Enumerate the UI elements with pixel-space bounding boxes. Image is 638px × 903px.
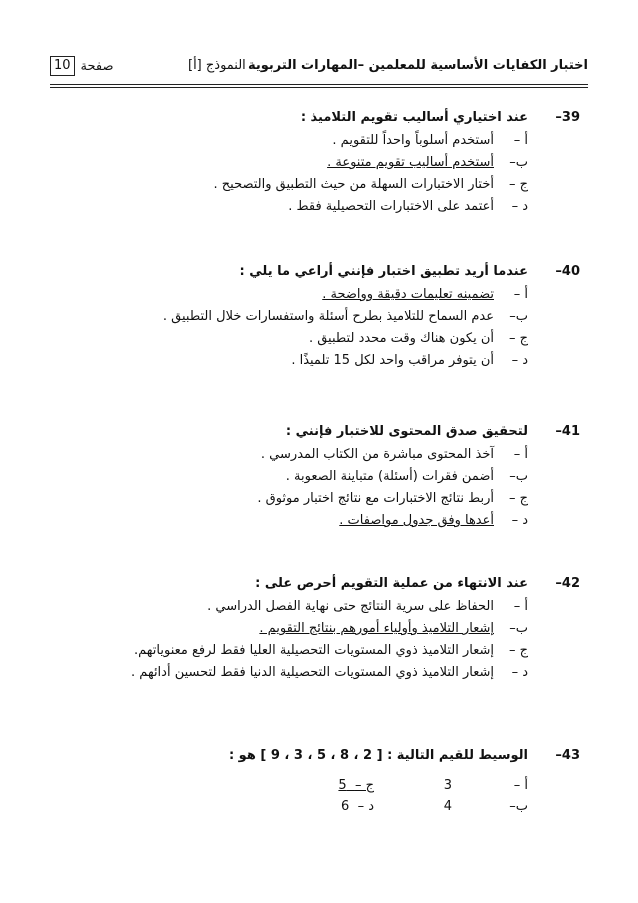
option-d[interactable]: د – إشعار التلاميذ ذوي المستويات التحصيلية الدنيا فقط لتحسين أدائهم . xyxy=(131,665,528,680)
option-a[interactable]: أ – الحفاظ على سرية النتائج حتى نهاية الفصل الدراسي . xyxy=(207,599,528,614)
question-text: لتحقيق صدق المحتوى للاختبار فإنني : xyxy=(285,424,528,439)
option-d[interactable]: د – أن يتوفر مراقب واحد لكل 15 تلميذًا . xyxy=(291,353,528,368)
header-rule-2 xyxy=(50,87,588,88)
page-header xyxy=(50,56,588,80)
question-text: عند اختياري أساليب تقويم التلاميذ : xyxy=(300,110,528,125)
question-text: الوسيط للقيم التالية : [ 2 ، 8 ، 5 ، 3 ، 9 ] هو : xyxy=(228,748,528,763)
question-number: 43– xyxy=(555,748,580,763)
question-text: عند الانتهاء من عملية التقويم أحرص على : xyxy=(255,576,528,591)
option-d[interactable]: د – أعتمد على الاختبارات التحصيلية فقط . xyxy=(288,199,528,214)
option-b[interactable]: ب– إشعار التلاميذ وأولياء أمورهم بنتائج التقويم . xyxy=(259,621,528,636)
question-41 xyxy=(257,424,580,533)
option-b[interactable]: ب– عدم السماح للتلاميذ بطرح أسئلة واستفسارات خلال التطبيق . xyxy=(162,309,528,324)
option-c[interactable]: ج – إشعار التلاميذ ذوي المستويات التحصيلية العليا فقط لرفع معنوياتهم. xyxy=(134,643,528,658)
option-b[interactable]: ب– أضمن فقرات (أسئلة) متباينة الصعوبة . xyxy=(285,469,528,484)
option-c[interactable]: ج – 5 xyxy=(338,778,374,793)
question-43 xyxy=(229,748,580,763)
option-a[interactable]: أ – أستخدم أسلوباً واحداً للتقويم . xyxy=(332,133,528,148)
option-d[interactable]: د – 6 xyxy=(341,799,374,814)
page-indicator xyxy=(50,56,114,76)
option-d[interactable]: د – أعدها وفق جدول مواصفات . xyxy=(339,513,528,528)
option-b-value[interactable]: 4 xyxy=(443,799,452,814)
page-number: 10 xyxy=(50,56,75,76)
question-number: 39– xyxy=(555,110,580,125)
question-43-options xyxy=(304,778,528,814)
header-rule xyxy=(50,84,588,85)
option-a-letter: أ – xyxy=(513,778,528,793)
option-c[interactable]: ج – أختار الاختبارات السهلة من حيث التطبيق والتصحيح . xyxy=(213,177,528,192)
page-label: صفحة xyxy=(80,58,114,74)
question-42 xyxy=(131,576,580,685)
option-b[interactable]: ب– أستخدم أساليب تقويم متنوعة . xyxy=(327,155,528,170)
option-a[interactable]: أ – تضمينه تعليمات دقيقة وواضحة . xyxy=(322,287,528,302)
option-c[interactable]: ج – أن يكون هناك وقت محدد لتطبيق . xyxy=(308,331,528,346)
question-40 xyxy=(163,264,580,373)
option-a-value[interactable]: 3 xyxy=(443,778,452,793)
option-a[interactable]: أ – آخذ المحتوى مباشرة من الكتاب المدرسي . xyxy=(260,447,528,462)
question-39 xyxy=(214,110,580,219)
question-number: 40– xyxy=(555,264,580,279)
question-text: عندما أريد تطبيق اختبار فإنني أراعي ما يلي : xyxy=(239,264,528,279)
exam-model: النموذج [أ] xyxy=(188,58,246,73)
question-number: 42– xyxy=(555,576,580,591)
option-c[interactable]: ج – أربط نتائج الاختبارات مع نتائج اختبار موثوق . xyxy=(257,491,528,506)
exam-title: اختبار الكفايات الأساسية للمعلمين –المهارات التربوية xyxy=(248,58,588,73)
option-b-letter: ب– xyxy=(509,799,528,814)
question-number: 41– xyxy=(555,424,580,439)
